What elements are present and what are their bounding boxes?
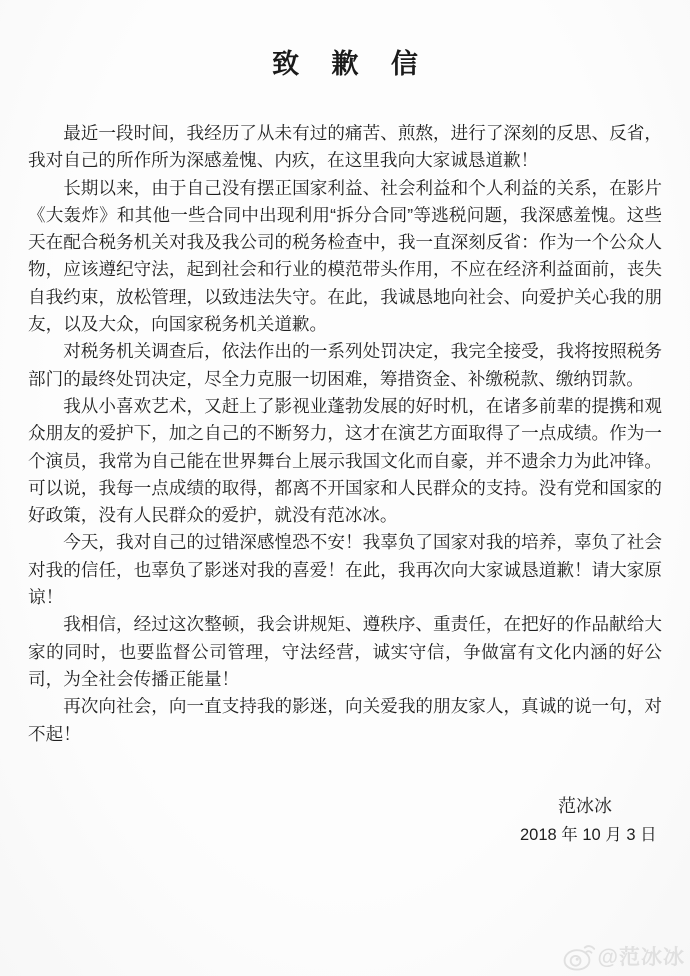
watermark-handle: @范冰冰: [597, 946, 685, 969]
weibo-watermark: [563, 941, 685, 971]
paragraph-7: 再次向社会，向一直支持我的影迷，向关爱我的朋友家人，真诚的说一句，对不起！: [28, 696, 662, 744]
weibo-logo-icon: [563, 942, 596, 971]
paragraph-3: 对税务机关调查后，依法作出的一系列处罚决定，我完全接受，我将按照税务部门的最终处罚决定，尽全力克服一切困难，筹措资金、补缴税款、缴纳罚款。: [28, 341, 662, 389]
paragraph-4: 我从小喜欢艺术，又赶上了影视业蓬勃发展的好时机，在诸多前辈的提携和观众朋友的爱护下，加之自己的不断努力，这才在演艺方面取得了一点成绩。作为一个演员，我常为自己能在世界舞台上展示我国文化而自豪，并不遗余力为此冲锋。可以说，我每一点成绩的取得，都离不开国家和人民群众的支持。没有党和国家的好政策，没有人民群众的爱护，就没有范冰冰。: [28, 395, 662, 526]
letter-title: 致歉信: [272, 49, 451, 79]
paragraph-1: 最近一段时间，我经历了从未有过的痛苦、煎熬，进行了深刻的反思、反省，我对自己的所作所为深感羞愧、内疚，在这里我向大家诚恳道歉！: [28, 123, 662, 171]
signature-block: [520, 792, 657, 850]
paragraph-5: 今天，我对自己的过错深感惶恐不安！我辜负了国家对我的培养，辜负了社会对我的信任，也辜负了影迷对我的喜爱！在此，我再次向大家诚恳道歉！请大家原谅！: [28, 532, 662, 608]
paragraph-2: 长期以来，由于自己没有摆正国家利益、社会利益和个人利益的关系，在影片《大轰炸》和其他一些合同中出现利用“拆分合同”等逃税问题，我深感羞愧。这些天在配合税务机关对我及我公司的税务检查中，我一直深刻反省：作为一个公众人物，应该遵纪守法，起到社会和行业的模范带头作用，不应在经济利益面前，丧失自我约束，放松管理，以致违法失守。在此，我诚恳地向社会、向爱护关心我的朋友，以及大众，向国家税务机关道歉。: [28, 177, 662, 335]
paragraph-6: 我相信，经过这次整顿，我会讲规矩、遵秩序、重责任，在把好的作品献给大家的同时，也要监督公司管理，守法经营，诚实守信，争做富有文化内涵的好公司，为全社会传播正能量！: [28, 614, 662, 689]
letter-body: [28, 120, 662, 748]
signature-name: 范冰冰: [558, 796, 612, 816]
signature-date: 2018 年 10 月 3 日: [520, 826, 657, 844]
